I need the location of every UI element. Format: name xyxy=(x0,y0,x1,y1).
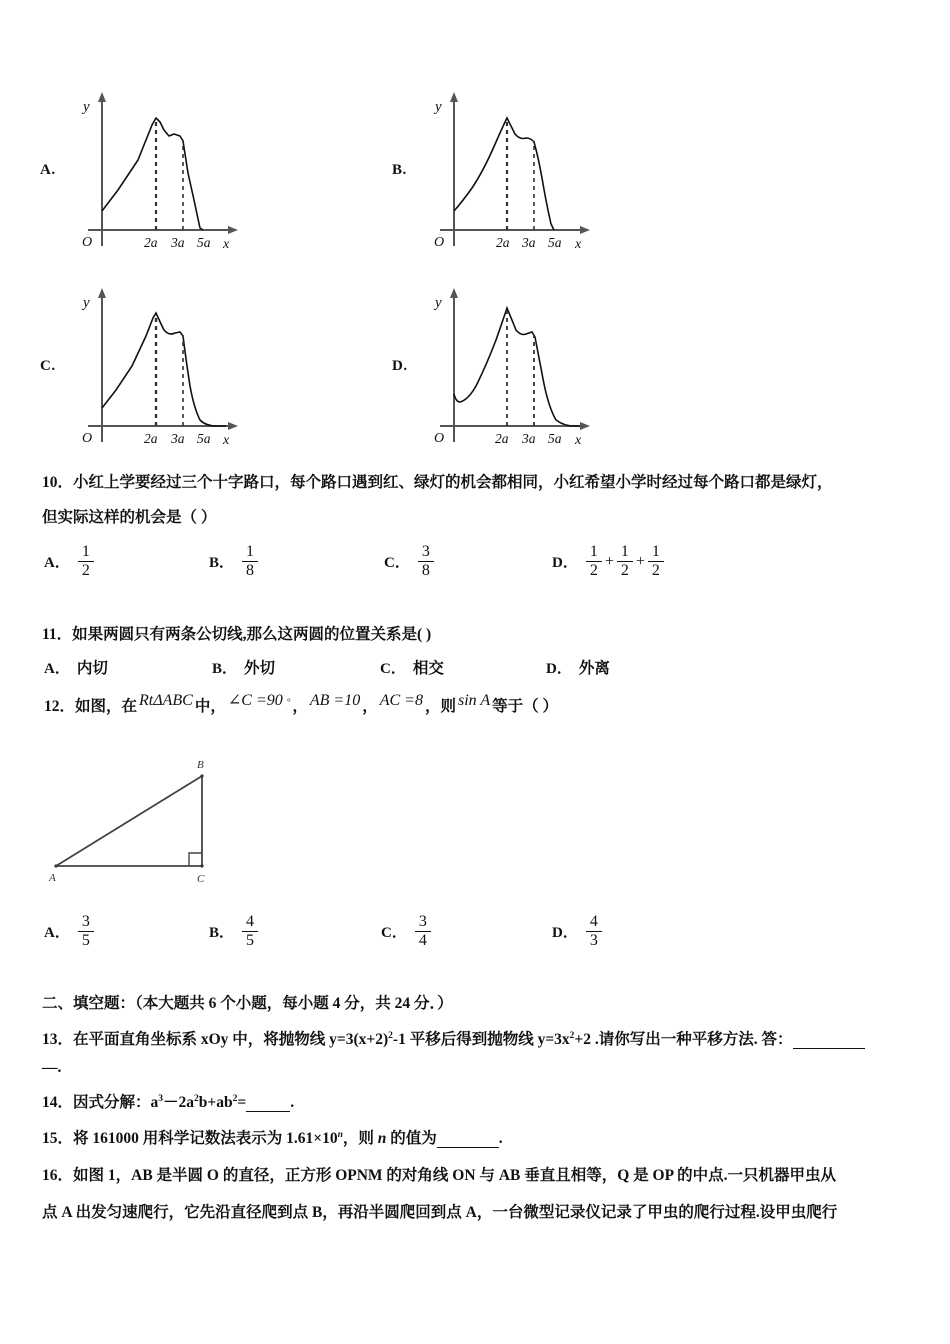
question10-choice-a-label: A． xyxy=(44,555,70,572)
fraction-numerator: 1 xyxy=(242,544,258,562)
question13-exponent-1: 2 xyxy=(388,1030,393,1041)
option-d-x-label: x xyxy=(575,433,582,448)
question9-options xyxy=(38,78,738,458)
option-a-x-label: x xyxy=(223,237,230,252)
question15-text-b: ，则 xyxy=(342,1130,378,1147)
option-c-origin-label: O xyxy=(82,431,93,446)
fraction xyxy=(586,914,602,950)
option-a-tick-2a: 2a xyxy=(144,235,158,250)
option-d-tick-3a: 3a xyxy=(522,431,536,446)
option-d-graph xyxy=(418,274,598,449)
question13-answer-blank[interactable] xyxy=(793,1034,865,1049)
question12-choice-b-value xyxy=(241,914,259,950)
question12-part6: 等于（ ） xyxy=(492,698,559,715)
option-d-cell[interactable] xyxy=(390,274,690,459)
question10-choice-a-value xyxy=(77,544,95,580)
question12-choice-d-value xyxy=(585,914,603,950)
question15-text-c: 的值为 xyxy=(386,1130,437,1147)
fraction-denominator: 2 xyxy=(651,562,660,580)
fraction-numerator: 3 xyxy=(418,544,434,562)
question14-text-e: . xyxy=(290,1094,295,1111)
question11-choice-a[interactable] xyxy=(44,656,108,678)
option-b-origin-label: O xyxy=(434,235,445,250)
question15-answer-blank[interactable] xyxy=(437,1133,499,1148)
option-b-cell[interactable] xyxy=(390,78,690,263)
fraction-denominator: 8 xyxy=(246,562,255,580)
option-d-y-label: y xyxy=(435,295,442,311)
question10-choice-d-label: D． xyxy=(552,555,578,572)
option-c-tick-2a: 2a xyxy=(144,431,158,446)
option-b-label: B. xyxy=(392,162,407,178)
question12-math-ab: AB =10 xyxy=(309,692,361,709)
question10-choice-d[interactable] xyxy=(552,544,665,580)
option-a-origin-label: O xyxy=(82,235,93,250)
fraction xyxy=(78,544,94,580)
question14-text-d: = xyxy=(237,1094,247,1111)
option-a-y-label: y xyxy=(83,99,90,115)
question10-choice-c-value xyxy=(417,544,435,580)
option-c-y-label: y xyxy=(83,295,90,311)
question10-stem-line1: 10．小红上学要经过三个十字路口，每个路口遇到红、绿灯的机会都相同，小红希望小学时经过每个路口都是绿灯， xyxy=(42,474,833,491)
question12-stem xyxy=(44,694,558,716)
option-a-graph xyxy=(66,78,246,253)
question10-choices xyxy=(44,544,924,590)
option-a-label: A. xyxy=(40,162,56,178)
question10-choice-d-value xyxy=(585,544,665,580)
question12-choice-c-value xyxy=(414,914,432,950)
question15-line xyxy=(42,1126,503,1148)
question12-choice-a-label: A． xyxy=(44,925,70,942)
option-a-tick-5a: 5a xyxy=(197,235,211,250)
right-triangle-diagram xyxy=(34,748,259,898)
question14-exponent-1: 3 xyxy=(158,1093,164,1104)
question12-math-angle-c: ∠C =90 xyxy=(227,692,283,709)
triangle-vertex-b-label: B xyxy=(197,759,204,771)
option-c-tick-3a: 3a xyxy=(171,431,185,446)
fraction-numerator: 3 xyxy=(78,914,94,932)
question11-choice-d-text: 外离 xyxy=(578,660,610,677)
question11-choice-b-label: B． xyxy=(212,660,238,677)
question13-line2: —. xyxy=(42,1059,62,1076)
question14-line xyxy=(42,1090,294,1112)
option-c-label: C. xyxy=(40,358,56,374)
option-b-y-label: y xyxy=(435,99,442,115)
question11-choice-d-label: D． xyxy=(546,660,572,677)
option-c-tick-5a: 5a xyxy=(197,431,211,446)
triangle-vertex-a-label: A xyxy=(49,872,56,884)
question14-text-b: －2a xyxy=(163,1094,195,1111)
option-d-origin-label: O xyxy=(434,431,445,446)
question12-choice-c-label: C． xyxy=(381,925,407,942)
question14-exponent-2: 2 xyxy=(194,1093,199,1104)
question16-line1: 16．如图 1，AB 是半圆 O 的直径，正方形 OPNM 的对角线 ON 与 AB 垂直且相等，Q 是 OP 的中点.一只机器甲虫从 xyxy=(42,1167,836,1184)
plus-operator: + xyxy=(635,552,645,570)
question13-exponent-2: 2 xyxy=(569,1030,575,1041)
fraction xyxy=(242,914,258,950)
option-b-graph xyxy=(418,78,598,253)
fraction-denominator: 3 xyxy=(589,932,598,950)
fraction xyxy=(617,544,633,580)
question16-line2: 点 A 出发匀速爬行，它先沿直径爬到点 B，再沿半圆爬回到点 A，一台微型记录仪记录了甲虫的爬行过程.设甲虫爬行 xyxy=(42,1204,838,1221)
option-d-label: D. xyxy=(392,358,408,374)
option-b-tick-3a: 3a xyxy=(522,235,536,250)
question11-choice-b-text: 外切 xyxy=(244,660,276,677)
question10-choice-b-label: B． xyxy=(209,555,235,572)
question12-choice-d[interactable] xyxy=(552,914,603,950)
question15-variable-n: n xyxy=(377,1130,387,1147)
question11-choice-a-label: A． xyxy=(44,660,70,677)
question11-choice-d[interactable] xyxy=(546,656,610,678)
question11-stem: 11．如果两圆只有两条公切线,那么这两圆的位置关系是( ) xyxy=(42,626,432,643)
option-d-tick-2a: 2a xyxy=(495,431,509,446)
question15-text-a: 15．将 161000 用科学记数法表示为 1.61×10 xyxy=(42,1130,338,1147)
fraction-denominator: 2 xyxy=(589,562,598,580)
section2-heading: 二、填空题：（本大题共 6 个小题，每小题 4 分，共 24 分．） xyxy=(42,995,453,1012)
fraction xyxy=(78,914,94,950)
question14-exponent-3: 2 xyxy=(232,1093,238,1104)
question13-text-a: 13．在平面直角坐标系 xOy 中，将抛物线 y=3(x+2) xyxy=(42,1031,389,1048)
fraction xyxy=(648,544,664,580)
question10-choice-b[interactable] xyxy=(209,544,259,580)
fraction-denominator: 8 xyxy=(421,562,430,580)
question12-choice-a[interactable] xyxy=(44,914,95,950)
question12-choice-c[interactable] xyxy=(381,914,432,950)
fraction-numerator: 4 xyxy=(586,914,602,932)
question12-math-sin-a: sin A xyxy=(457,692,491,709)
question12-part2: 中， xyxy=(194,698,226,715)
fraction-numerator: 3 xyxy=(415,914,431,932)
question11-choice-a-text: 内切 xyxy=(76,660,108,677)
option-d-tick-5a: 5a xyxy=(548,431,562,446)
question12-math-rt-abc: RtΔABC xyxy=(139,692,193,709)
option-b-tick-2a: 2a xyxy=(496,235,510,250)
question12-part5: ，则 xyxy=(424,698,456,715)
fraction-numerator: 1 xyxy=(617,544,633,562)
question15-exponent-n: n xyxy=(337,1129,343,1140)
fraction-denominator: 5 xyxy=(81,932,90,950)
plus-operator: + xyxy=(604,552,614,570)
option-c-cell[interactable] xyxy=(38,274,338,459)
fraction-denominator: 2 xyxy=(620,562,629,580)
question10-choice-c[interactable] xyxy=(384,544,435,580)
question14-text-a: 14．因式分解：a xyxy=(42,1094,159,1111)
question13-text-c: +2 .请你写出一种平移方法. 答： xyxy=(574,1031,793,1048)
option-a-cell[interactable] xyxy=(38,78,338,263)
question10-choice-a[interactable] xyxy=(44,544,95,580)
fraction xyxy=(242,544,258,580)
question11-choice-c-label: C． xyxy=(380,660,406,677)
question12-figure xyxy=(34,748,259,903)
question12-choice-a-value xyxy=(77,914,95,950)
question10-choice-b-value xyxy=(241,544,259,580)
fraction-numerator: 1 xyxy=(586,544,602,562)
option-b-tick-5a: 5a xyxy=(548,235,562,250)
question12-part4: ， xyxy=(362,698,378,715)
question10-stem-line2: 但实际这样的机会是（ ） xyxy=(42,509,217,526)
option-c-graph xyxy=(66,274,246,449)
fraction xyxy=(415,914,431,950)
fraction-numerator: 1 xyxy=(648,544,664,562)
question11-choice-c-text: 相交 xyxy=(412,660,444,677)
question15-text-d: . xyxy=(498,1130,503,1147)
fraction-denominator: 2 xyxy=(81,562,90,580)
fraction xyxy=(418,544,434,580)
question12-choice-b[interactable] xyxy=(209,914,259,950)
question14-text-c: b+ab xyxy=(198,1094,233,1111)
question12-choice-b-label: B． xyxy=(209,925,235,942)
question12-part1: 12．如图，在 xyxy=(44,698,138,715)
option-c-x-label: x xyxy=(223,433,230,448)
question12-math-ac: AC =8 xyxy=(379,692,423,709)
question14-answer-blank[interactable] xyxy=(246,1097,290,1112)
question13-line1 xyxy=(42,1027,865,1049)
question12-part3: ， xyxy=(292,698,308,715)
question13-text-b: -1 平移后得到抛物线 y=3x xyxy=(392,1031,570,1048)
question10-choice-c-label: C． xyxy=(384,555,410,572)
question11-choice-c[interactable] xyxy=(380,656,444,678)
fraction-numerator: 4 xyxy=(242,914,258,932)
fraction-denominator: 4 xyxy=(418,932,427,950)
fraction xyxy=(586,544,602,580)
option-a-tick-3a: 3a xyxy=(171,235,185,250)
triangle-vertex-c-label: C xyxy=(197,873,205,885)
fraction-numerator: 1 xyxy=(78,544,94,562)
question11-choice-b[interactable] xyxy=(212,656,275,678)
question12-choices xyxy=(44,914,924,960)
degree-icon: ° xyxy=(286,697,291,707)
question12-choice-d-label: D． xyxy=(552,925,578,942)
option-b-x-label: x xyxy=(575,237,582,252)
fraction-denominator: 5 xyxy=(246,932,255,950)
